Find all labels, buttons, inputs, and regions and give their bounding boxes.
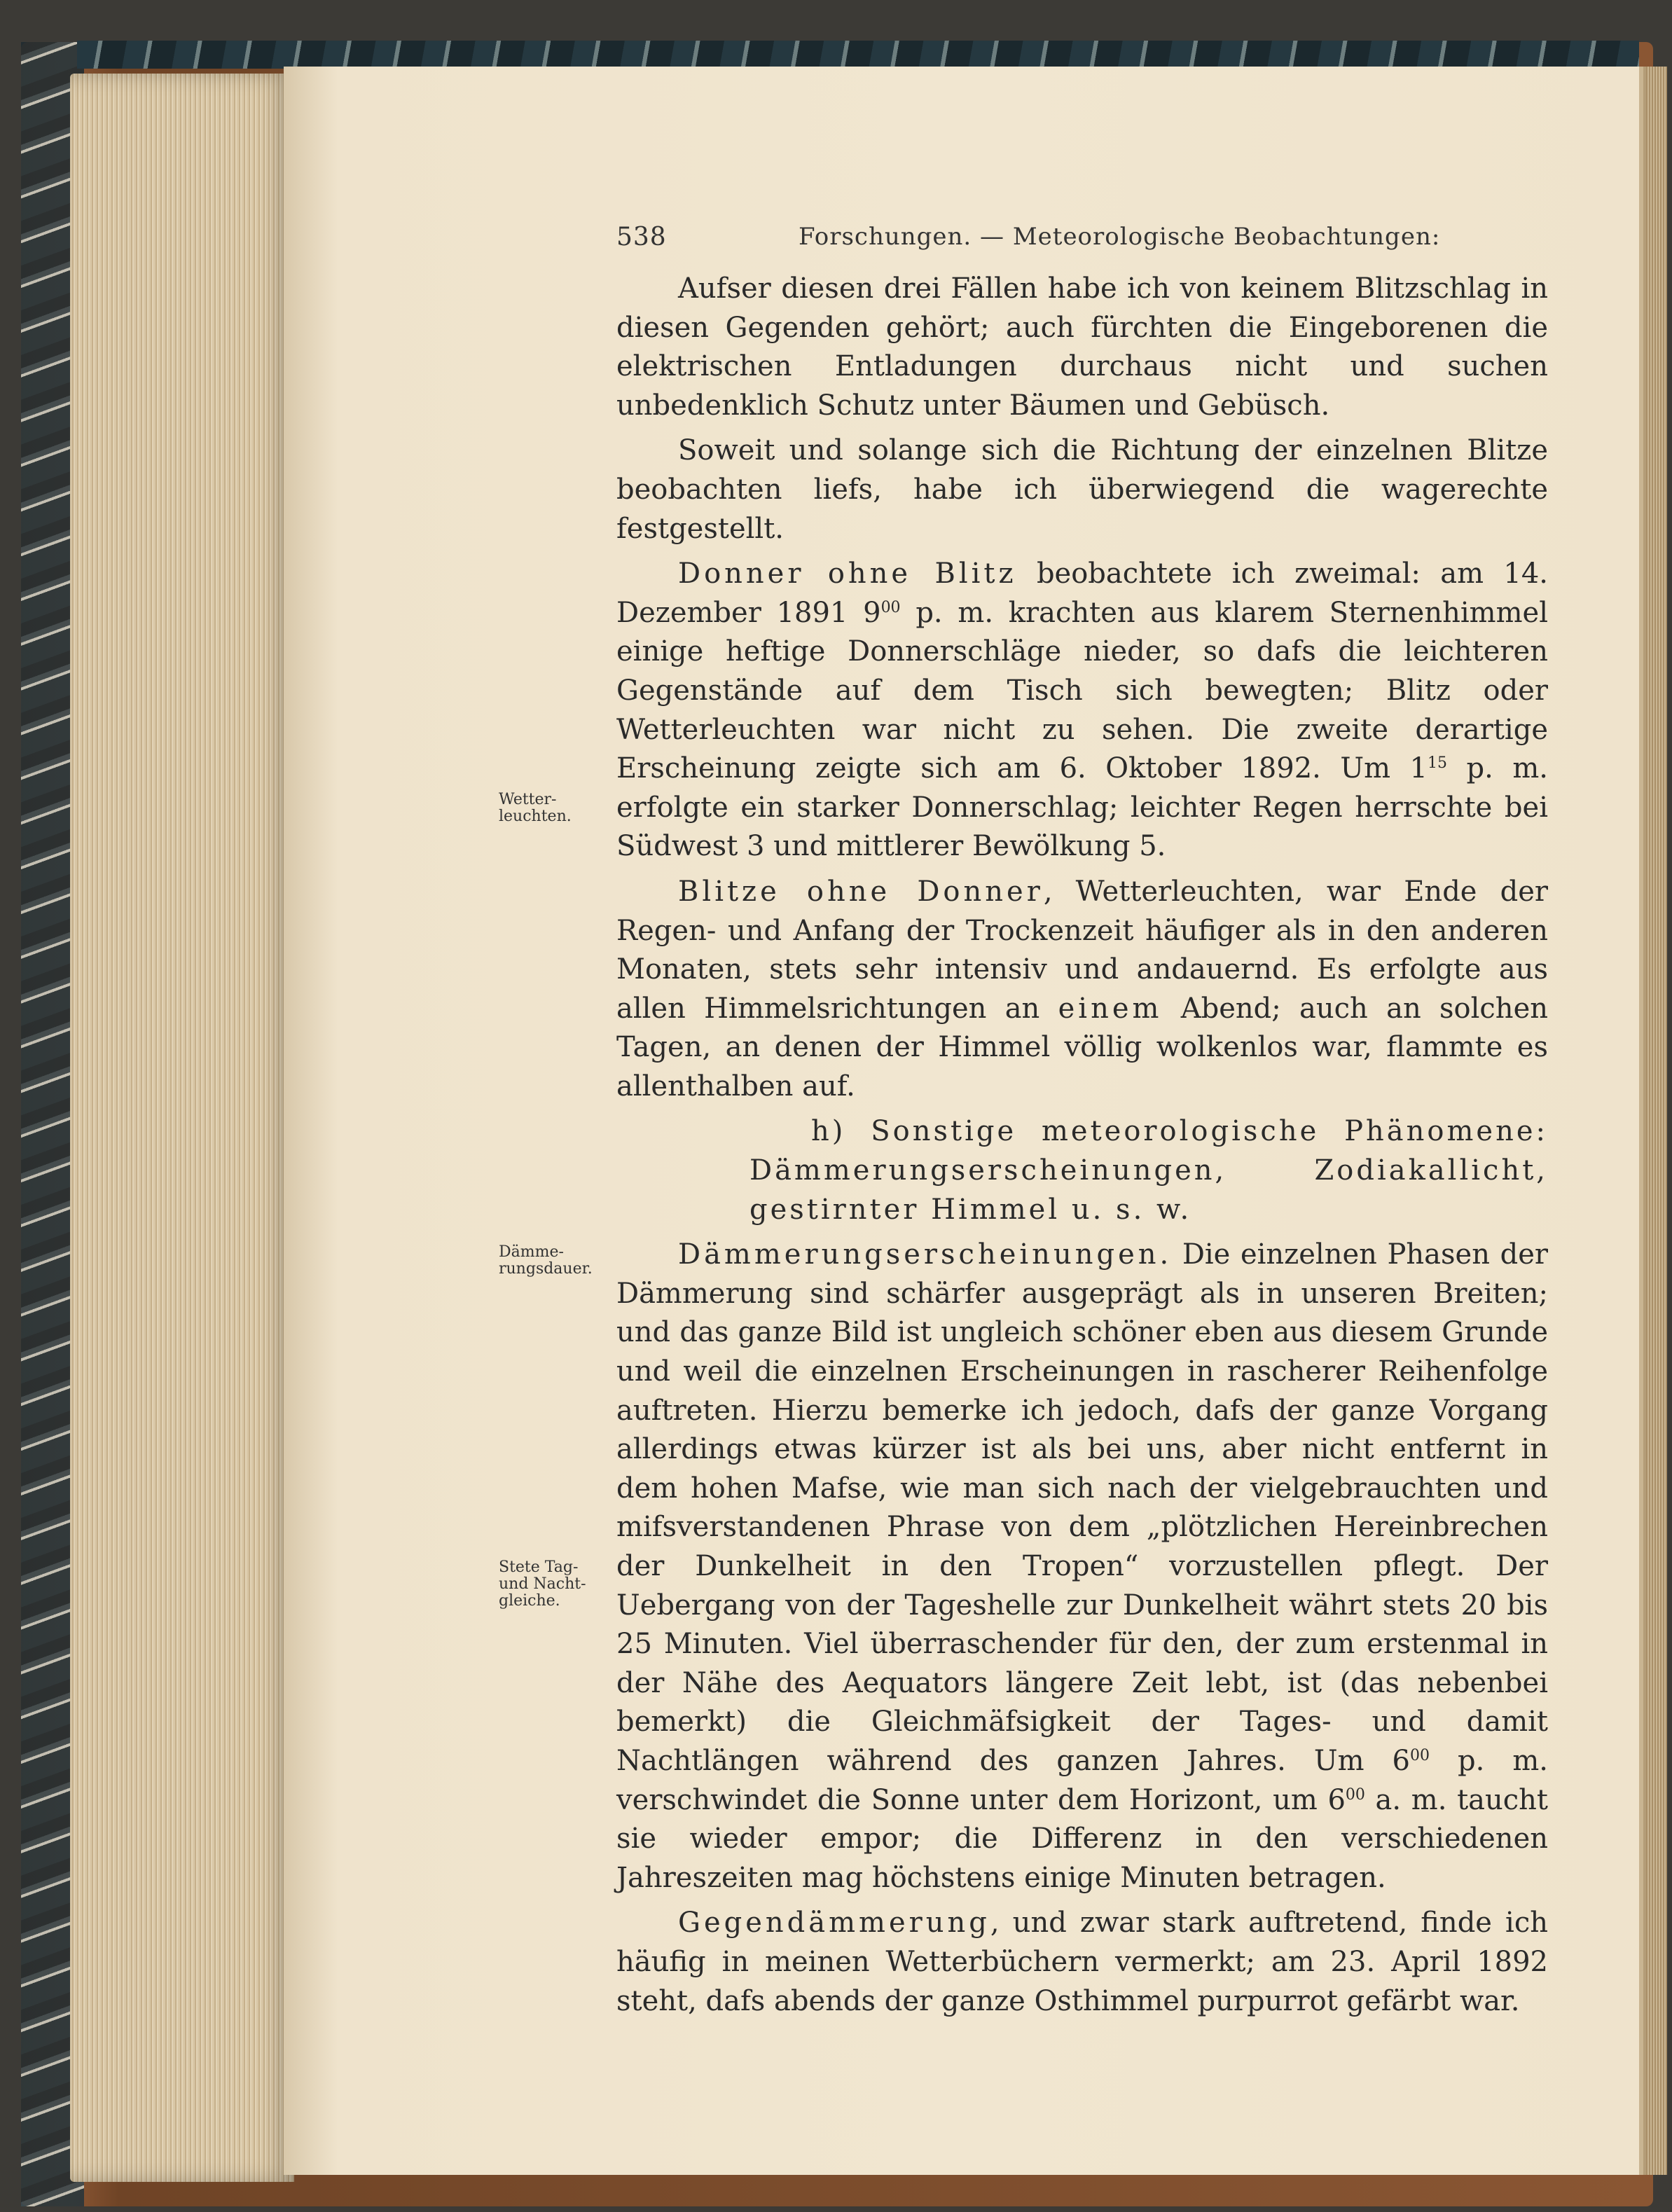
margin-note-daemmerungsdauer: Dämme- rungsdauer. <box>499 1243 593 1278</box>
paragraph: Dämmerungserscheinungen. Die einzelnen Phasen der Dämmerung sind schärfer ausgeprägt als in unseren Breiten; und das ganze Bild ist ungleich schöner eben aus diesem Grunde und weil die einzelnen Erscheinungen in rascherer Reihenfolge auftreten. Hierzu bemerke ich jedoch, dafs der ganze Vorgang allerdings etwas kürzer ist als bei uns, aber nicht entfernt in dem hohen Mafse, wie man sich nach der vielgebrauchten und mifsverstandenen Phrase von dem „plötzlichen Hereinbrechen der Dunkelheit in den Tropen“ vorzustellen pflegt. Der Uebergang von der Tageshelle zur Dunkelheit währt stets 20 bis 25 Minuten. Viel überraschender für den, der zum erstenmal in der Nähe des Aequators längere Zeit lebt, ist (das nebenbei bemerkt) die Gleichmäfsigkeit der Tages- und damit Nachtlängen während des ganzen Jahres. Um $6^{00}$ p. m. verschwindet die Sonne unter dem Horizont, um $6^{00}$ a. m. taucht sie wieder empor; die Differenz in den verschiedenen Jahreszeiten mag höchstens einige Minuten betragen. <box>616 1238 1548 1894</box>
section-subheading: h) Sonstige meteorologische Phänomene: Dämmerungserscheinungen, Zodiakallicht, gestirnter Himmel u. s. w. <box>749 1115 1548 1226</box>
paragraph: Aufser diesen drei Fällen habe ich von keinem Blitzschlag in diesen Gegenden gehört; auch fürchten die Eingeborenen die elektrischen Entladungen durchaus nicht und suchen unbedenklich Schutz unter Bäumen und Gebüsch. <box>616 272 1548 422</box>
right-page-edges <box>1639 67 1667 2175</box>
paragraph-lead: Blitze ohne Donner <box>678 875 1044 908</box>
page-number: 538 <box>616 223 667 251</box>
body-text <box>616 270 1548 2027</box>
marbled-top-edge <box>77 41 1639 69</box>
paragraph-lead: Dämmerungserscheinungen. <box>678 1238 1173 1271</box>
paragraph: Soweit und solange sich die Richtung der einzelnen Blitze beobachten liefs, habe ich überwiegend die wagerechte festgestellt. <box>616 434 1548 545</box>
margin-note-wetterleuchten: Wetter- leuchten. <box>499 791 572 825</box>
margin-note-tag-nacht: Stete Tag- und Nacht- gleiche. <box>499 1558 586 1610</box>
paragraph: Gegendämmerung, und zwar stark auftretend, finde ich häufig in meinen Wetterbüchern vermerkt; am 23. April 1892 steht, dafs abends der ganze Osthimmel purpurrot gefärbt war. <box>616 1907 1548 2017</box>
paragraph: Donner ohne Blitz beobachtete ich zweimal: am 14. Dezember 1891 $9^{00}$ p. m. krachten aus klarem Sternenhimmel einige heftige Donnerschläge nieder, so dafs die leichteren Gegenstände auf dem Tisch sich bewegten; Blitz oder Wetterleuchten war nicht zu sehen. Die zweite derartige Erscheinung zeigte sich am 6. Oktober 1892. Um $1^{15}$ p. m. erfolgte ein starker Donnerschlag; leichter Regen herrschte bei Südwest 3 und mittlerer Bewölkung 5. <box>616 558 1549 863</box>
paragraph-lead: Donner ohne Blitz <box>678 558 1017 590</box>
running-title: Forschungen. — Meteorologische Beobachtungen: <box>799 223 1441 251</box>
stacked-page-edges <box>70 74 294 2182</box>
paragraph: Blitze ohne Donner, Wetterleuchten, war Ende der Regen- und Anfang der Trockenzeit häufiger als in den anderen Monaten, stets sehr intensiv und andauernd. Es erfolgte aus allen Himmelsrichtungen an einem Abend; auch an solchen Tagen, an denen der Himmel völlig wolkenlos war, flammte es allenthalben auf. <box>616 875 1549 1102</box>
paragraph-lead: Gegendämmerung <box>678 1907 990 1940</box>
